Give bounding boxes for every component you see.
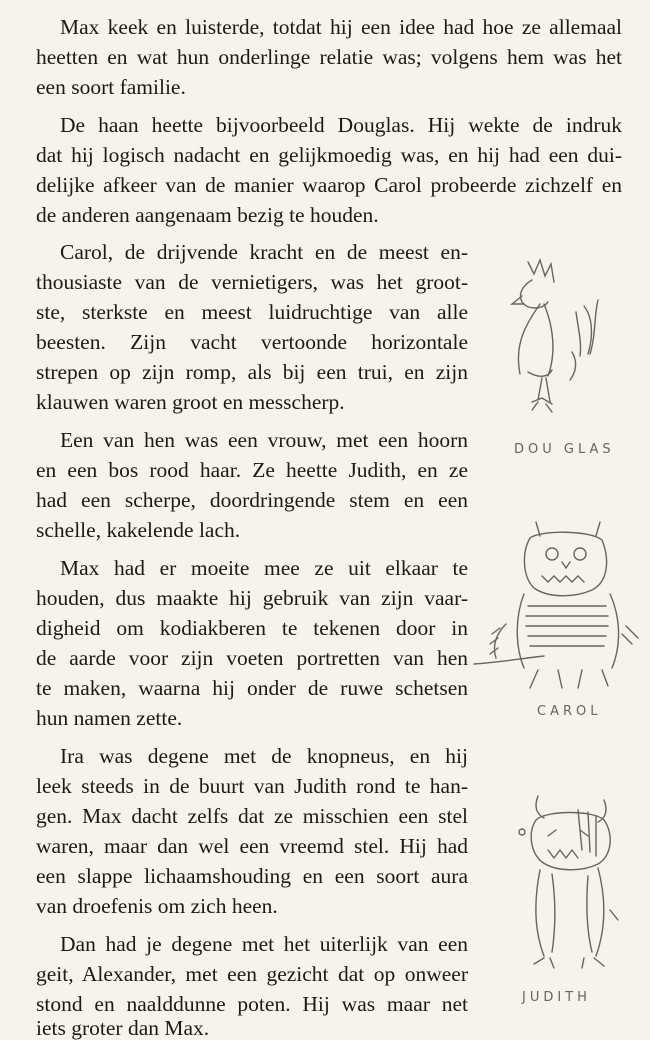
text-line: Een van hen was een vrouw, met een hoorn [60,428,468,452]
text-line: Max keek en luisterde, totdat hij een idee had hoe ze allemaal [60,15,622,39]
text-line: de aarde voor zijn voeten portretten van hen [36,646,468,670]
text-line: gen. Max dacht zelfs dat ze misschien een stel [36,804,468,828]
text-line: de anderen aangenaam bezig te houden. [36,203,379,227]
douglas-sketch [488,252,628,432]
judith-sketch [508,790,628,980]
text-line: leek steeds in de buurt van Judith rond te han- [36,774,468,798]
text-line: schelle, kakelende lach. [36,518,241,542]
text-line: en een bos rood haar. Ze heette Judith, en ze [36,458,468,482]
text-line: heetten en wat hun onderlinge relatie was; volgens hem was het [36,45,622,69]
text-line: Max had er moeite mee ze uit elkaar te [60,556,468,580]
text-line: klauwen waren groot en messcherp. [36,390,345,414]
text-line: houden, dus maakte hij gebruik van zijn vaar- [36,586,468,610]
text-line: van droefenis om zich heen. [36,894,278,918]
text-line: strepen op zijn romp, als bij een trui, en zijn [36,360,468,384]
douglas-caption: DOU GLAS [514,442,615,457]
text-line: Carol, de drijvende kracht en de meest en- [60,240,468,264]
carol-caption: CAROL [537,704,602,719]
text-line: te maken, waarna hij onder de ruwe schetsen [36,676,468,700]
text-line: Dan had je degene met het uiterlijk van een [60,932,468,956]
text-line: waren, maar dan wel een vreemd stel. Hij had [36,834,468,858]
text-line: iets groter dan Max. [36,1016,210,1040]
text-line: thousiaste van de vernietigers, was het groot- [36,270,468,294]
text-line: had een scherpe, doordringende stem en een [36,488,468,512]
text-line: delijke afkeer van de manier waarop Carol probeerde zichzelf en [36,173,622,197]
text-line: stond en naalddunne poten. Hij was maar net [36,992,468,1016]
text-line: ste, sterkste en meest luidruchtige van alle [36,300,468,324]
text-line: digheid om kodiakberen te tekenen door in [36,616,468,640]
carol-sketch [472,514,642,694]
judith-caption: JUDITH [522,990,591,1005]
text-line: een soort familie. [36,75,186,99]
text-line: De haan heette bijvoorbeeld Douglas. Hij wekte de indruk [60,113,622,137]
text-line: een slappe lichaamshouding en een soort aura [36,864,468,888]
text-line: Ira was degene met de knopneus, en hij [60,744,468,768]
text-line: hun namen zette. [36,706,183,730]
text-line: dat hij logisch nadacht en gelijkmoedig was, en hij had een dui- [36,143,622,167]
text-line: geit, Alexander, met een gezicht dat op onweer [36,962,468,986]
text-line: beesten. Zijn vacht vertoonde horizontale [36,330,468,354]
